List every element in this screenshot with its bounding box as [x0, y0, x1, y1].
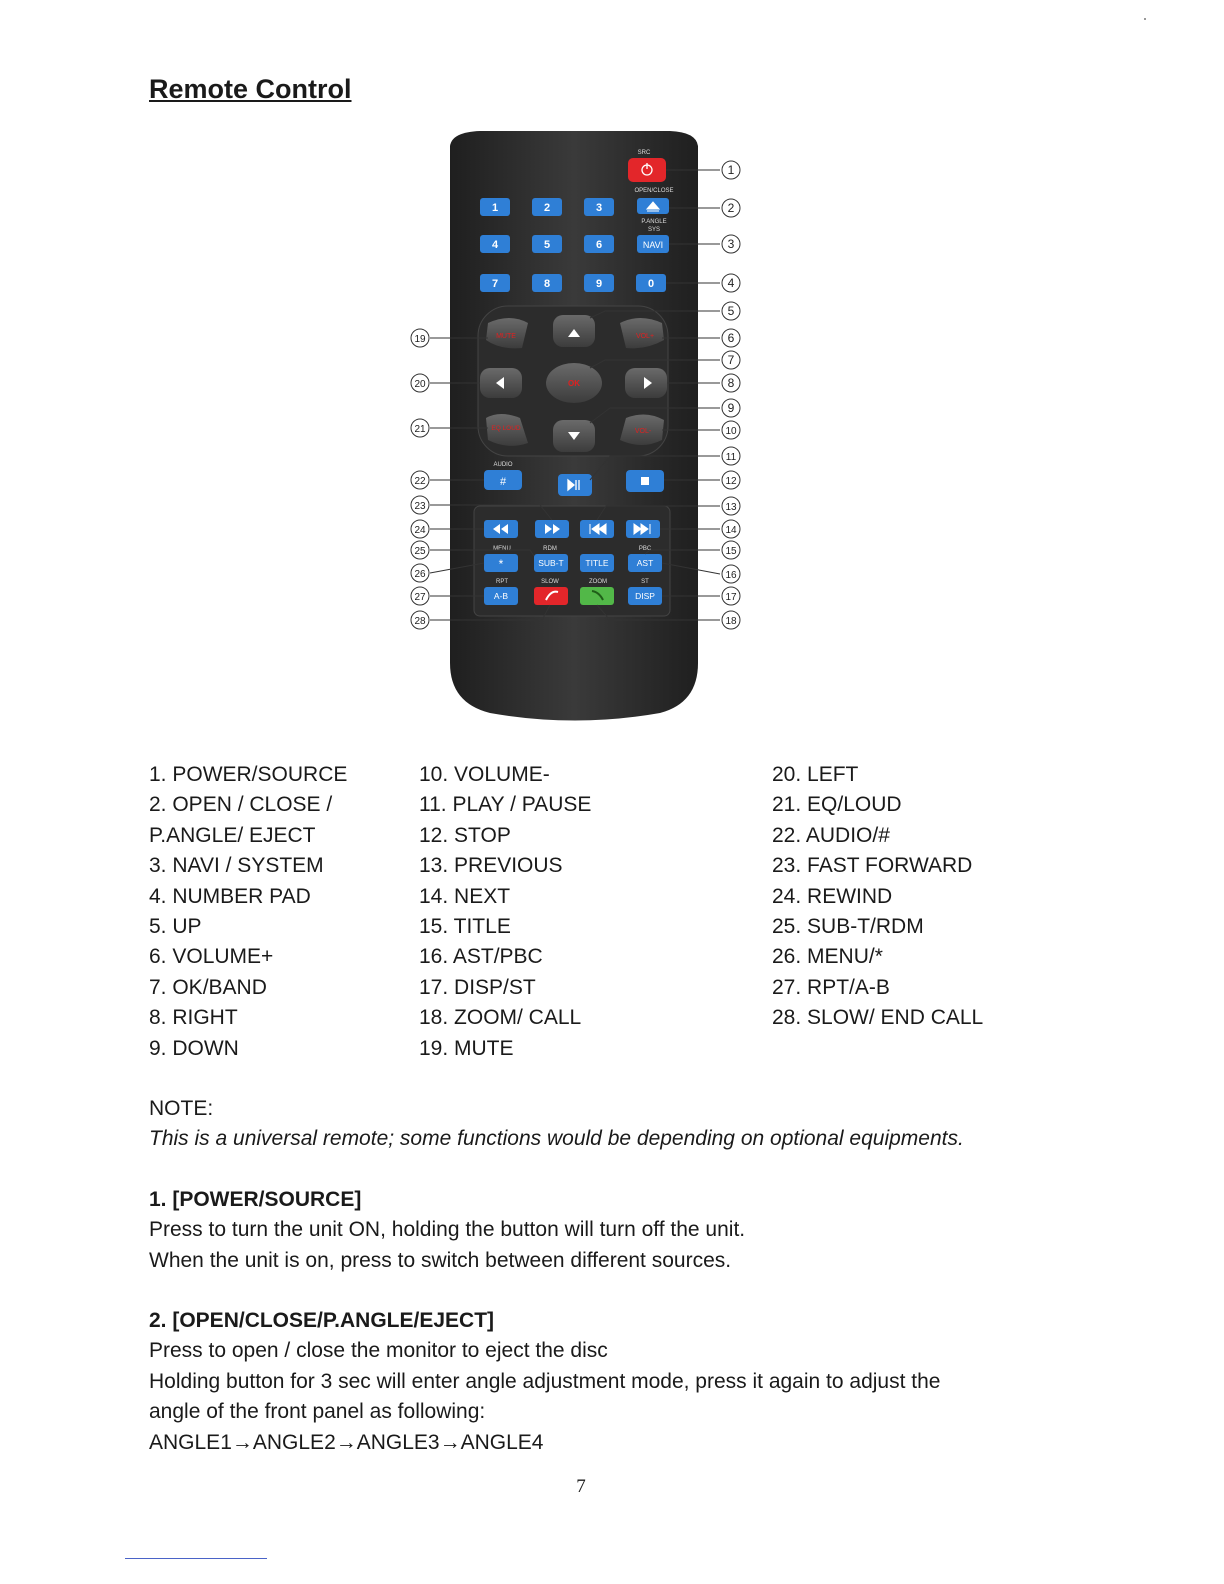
legend-item: 12. STOP: [419, 823, 511, 847]
legend-item: P.ANGLE/ EJECT: [149, 823, 316, 847]
end-call-button[interactable]: [534, 587, 568, 605]
svg-text:13: 13: [725, 502, 737, 513]
legend-column-2: [419, 760, 591, 1064]
legend-item: 15. TITLE: [419, 915, 511, 939]
footer-rule: [125, 1558, 267, 1559]
svg-text:12: 12: [725, 476, 737, 487]
power-button[interactable]: [628, 158, 666, 182]
st-label: ST: [641, 579, 649, 585]
section-heading: 1. [POWER/SOURCE]: [149, 1188, 362, 1211]
svg-text:10: 10: [725, 426, 737, 437]
svg-text:SUB-T: SUB-T: [538, 558, 564, 568]
svg-text:8: 8: [543, 278, 551, 290]
legend-item: 27. RPT/A-B: [772, 975, 890, 999]
stop-icon: [641, 477, 649, 485]
legend-item: 16. AST/PBC: [419, 945, 543, 969]
star-icon: *: [498, 557, 504, 571]
svg-text:3: 3: [595, 202, 603, 214]
note-block: [149, 1094, 964, 1155]
svg-text:24: 24: [414, 525, 426, 536]
note-text: This is a universal remote; some functions would be depending on optional equipments.: [149, 1127, 964, 1151]
legend-item: 20. LEFT: [772, 763, 859, 786]
svg-text:0: 0: [647, 278, 655, 290]
callouts-right: [722, 161, 740, 417]
legend-item: 11. PLAY / PAUSE: [419, 793, 592, 817]
rdm-label: RDM: [543, 546, 557, 552]
svg-text:21: 21: [414, 424, 426, 435]
svg-text:A-B: A-B: [493, 591, 509, 601]
section-text: Press to turn the unit ON, holding the button will turn off the unit.: [149, 1218, 746, 1242]
legend-item: 9. DOWN: [149, 1036, 239, 1060]
legend-item: 1. POWER/SOURCE: [149, 763, 348, 786]
src-label: SRC: [637, 150, 651, 156]
legend-item: 23. FAST FORWARD: [772, 854, 973, 878]
sys-label: SYS: [647, 227, 661, 233]
svg-text:4: 4: [727, 276, 735, 290]
legend-column-1: [149, 760, 347, 1064]
section-text: Holding button for 3 sec will enter angle adjustment mode, press it again to adjust the: [149, 1369, 941, 1393]
legend-item: 21. EQ/LOUD: [772, 793, 902, 817]
svg-text:1: 1: [727, 163, 735, 177]
svg-text:DISP: DISP: [635, 591, 655, 601]
audio-label: AUDIO: [493, 462, 513, 468]
call-button[interactable]: [580, 587, 614, 605]
legend-item: 10. VOLUME-: [419, 763, 550, 786]
legend-item: 25. SUB-T/RDM: [772, 915, 924, 939]
svg-text:OK: OK: [568, 379, 580, 388]
note-label: NOTE:: [149, 1097, 214, 1120]
svg-text:6: 6: [727, 331, 735, 345]
legend-item: 3. NAVI / SYSTEM: [149, 854, 324, 878]
svg-text:6: 6: [595, 239, 603, 251]
legend-item: 22. AUDIO/#: [772, 823, 890, 847]
legend-item: 14. NEXT: [419, 884, 511, 908]
section-text: ANGLE1→ANGLE2→ANGLE3→ANGLE4: [149, 1430, 544, 1454]
svg-text:5: 5: [543, 239, 551, 251]
svg-text:22: 22: [414, 476, 426, 487]
page-number: 7: [576, 1476, 586, 1497]
legend-item: 24. REWIND: [772, 884, 893, 908]
slow-label: SLOW: [541, 579, 559, 585]
legend-item: 18. ZOOM/ CALL: [419, 1006, 582, 1030]
section-heading: 2. [OPEN/CLOSE/P.ANGLE/EJECT]: [149, 1309, 495, 1332]
svg-text:16: 16: [725, 570, 737, 581]
open-close-label: OPEN/CLOSE: [634, 188, 674, 194]
svg-text:23: 23: [414, 501, 426, 512]
section-open-close: [149, 1306, 940, 1458]
svg-text:9: 9: [727, 401, 735, 415]
speck: [1144, 18, 1146, 20]
rpt-label: RPT: [496, 579, 508, 585]
pbc-label: PBC: [638, 546, 652, 552]
menu-label: MENU: [493, 546, 511, 552]
zoom-label: ZOOM: [589, 579, 607, 585]
svg-text:14: 14: [725, 525, 737, 536]
svg-text:5: 5: [727, 304, 735, 318]
svg-text:7: 7: [491, 278, 499, 290]
legend-item: 6. VOLUME+: [149, 945, 274, 969]
svg-text:20: 20: [414, 379, 426, 390]
svg-text:VOL+: VOL+: [635, 333, 655, 340]
svg-text:TITLE: TITLE: [585, 558, 609, 568]
svg-text:2: 2: [543, 202, 551, 214]
callouts-right-2: [722, 421, 740, 629]
svg-text:9: 9: [595, 278, 603, 290]
legend-item: 2. OPEN / CLOSE /: [149, 793, 333, 817]
svg-text:3: 3: [727, 237, 735, 251]
svg-text:AST: AST: [636, 558, 654, 568]
svg-text:7: 7: [727, 353, 735, 367]
svg-text:18: 18: [725, 616, 737, 627]
page-title: Remote Control: [149, 74, 352, 104]
svg-text:MUTE: MUTE: [496, 333, 516, 340]
svg-text:NAVI: NAVI: [642, 240, 664, 250]
svg-text:VOL-: VOL-: [634, 428, 652, 435]
legend-column-3: [772, 760, 983, 1034]
legend-item: 8. RIGHT: [149, 1006, 238, 1030]
callouts-left: [411, 329, 429, 629]
legend-item: 17. DISP/ST: [419, 975, 536, 999]
svg-text:11: 11: [725, 452, 737, 463]
svg-text:27: 27: [414, 592, 426, 603]
legend-item: 7. OK/BAND: [149, 975, 267, 999]
legend-item: 19. MUTE: [419, 1036, 514, 1060]
legend-item: 28. SLOW/ END CALL: [772, 1006, 984, 1030]
svg-text:15: 15: [725, 546, 737, 557]
section-text: angle of the front panel as following:: [149, 1400, 486, 1424]
svg-text:8: 8: [727, 376, 735, 390]
svg-text:1: 1: [491, 202, 499, 214]
svg-text:#: #: [499, 476, 507, 488]
svg-text:26: 26: [414, 569, 426, 580]
svg-text:2: 2: [727, 201, 735, 215]
section-text: Press to open / close the monitor to eject the disc: [149, 1339, 608, 1363]
svg-text:25: 25: [414, 546, 426, 557]
svg-text:28: 28: [414, 616, 426, 627]
svg-text:19: 19: [414, 334, 426, 345]
svg-text:4: 4: [491, 239, 499, 251]
remote-control-illustration: [400, 128, 750, 728]
legend-item: 13. PREVIOUS: [419, 854, 563, 878]
legend-item: 5. UP: [149, 915, 202, 939]
svg-text:17: 17: [725, 592, 737, 603]
legend-item: 26. MENU/*: [772, 945, 883, 969]
legend-item: 4. NUMBER PAD: [149, 884, 311, 908]
section-text: When the unit is on, press to switch between different sources.: [149, 1248, 732, 1272]
section-power-source: [149, 1185, 745, 1276]
svg-text:EQ LOUD: EQ LOUD: [491, 425, 521, 432]
p-angle-label: P.ANGLE: [641, 219, 667, 225]
